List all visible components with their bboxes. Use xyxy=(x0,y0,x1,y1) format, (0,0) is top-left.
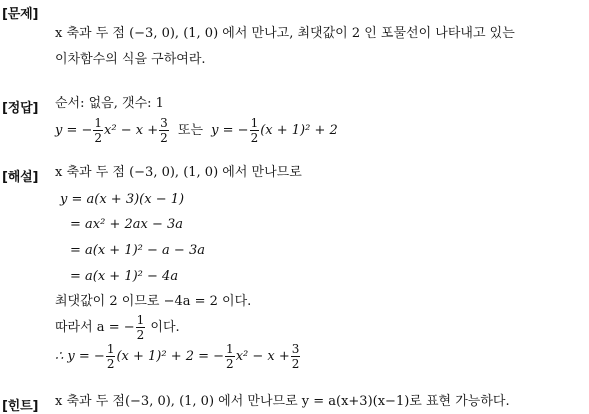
solution-tag: [해설] xyxy=(2,170,39,185)
solution-line-7 xyxy=(55,314,180,341)
solution-line-8-pre: ∴ y = − xyxy=(55,349,105,364)
solution-frac-3: $\frac{3}{2}$ xyxy=(291,342,300,371)
solution-eq-3: = a(x + 1)² − a − 3a xyxy=(70,243,205,258)
answer-frac-2: $\frac{3}{2}$ xyxy=(160,116,168,145)
answer-formula-b: y = − xyxy=(211,123,249,138)
solution-eq-4: = a(x + 1)² − 4a xyxy=(70,269,179,284)
solution-line-8-mid2: x² − x + xyxy=(235,349,290,364)
solution-line-8 xyxy=(55,343,301,370)
solution-eq-1: y = a(x + 3)(x − 1) xyxy=(60,192,185,207)
answer-joiner: 또는 xyxy=(177,123,204,138)
answer-order-count: 순서: 없음, 갯수: 1 xyxy=(55,96,164,111)
solution-eq-2: = ax² + 2ax − 3a xyxy=(70,217,184,232)
hint-tag: [힌트] xyxy=(2,399,39,414)
answer-formula-a: y = − xyxy=(55,123,93,138)
answer-frac-3: $\frac{1}{2}$ xyxy=(250,116,259,145)
answer-frac-1: $\frac{1}{2}$ xyxy=(94,116,103,145)
problem-line-1: x 축과 두 점 (−3, 0), (1, 0) 에서 만나고, 최댓값이 2 인 포물선이 나타내고 있는 xyxy=(55,26,515,41)
solution-frac-a: $\frac{1}{2}$ xyxy=(136,313,145,342)
solution-line-1: x 축과 두 점 (−3, 0), (1, 0) 에서 만나므로 xyxy=(55,165,302,180)
problem-tag: [문제] xyxy=(2,7,39,22)
answer-formula-b-rest: (x + 1)² + 2 xyxy=(260,123,338,138)
solution-line-7-post: 이다. xyxy=(150,320,180,335)
answer-tag: [정답] xyxy=(2,101,39,116)
solution-line-8-mid: (x + 1)² + 2 = − xyxy=(116,349,225,364)
answer-formula xyxy=(55,117,338,144)
solution-line-6: 최댓값이 2 이므로 −4a = 2 이다. xyxy=(55,294,252,309)
solution-line-7-pre: 따라서 a = − xyxy=(55,320,135,335)
answer-formula-a-rest: x² − x + xyxy=(104,123,159,138)
solution-frac-1: $\frac{1}{2}$ xyxy=(106,342,115,371)
hint-line-1: x 축과 두 점(−3, 0), (1, 0) 에서 만나므로 y = a(x+3)(x−1)로 표현 가능하다. xyxy=(55,394,510,409)
solution-frac-2: $\frac{1}{2}$ xyxy=(226,342,234,371)
problem-line-2: 이차함수의 식을 구하여라. xyxy=(55,52,206,67)
